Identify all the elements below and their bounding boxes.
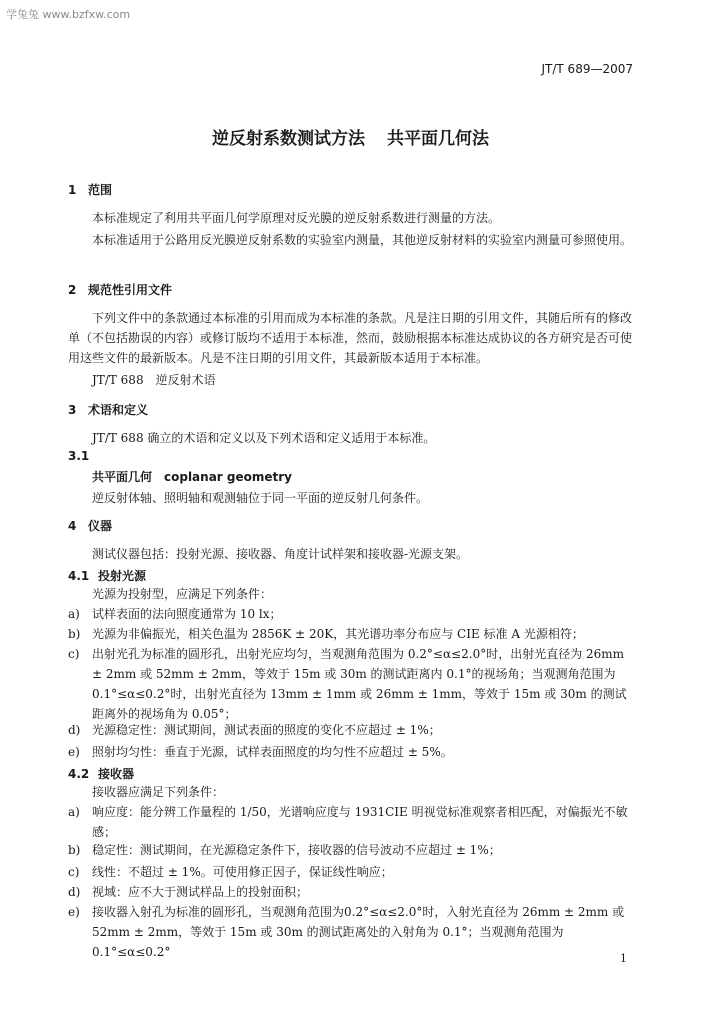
list-label: b)	[68, 627, 81, 641]
list-text: 线性：不超过 ± 1%。可使用修正因子，保证线性响应；	[92, 865, 393, 879]
list-item	[68, 840, 633, 860]
list-text: 出射光孔为标准的圆形孔，出射光应均匀，当观测角范围为 0.2°≤α≤2.0°时，出射光直径为 26mm ± 2mm 或 52mm ± 2mm，等效于 15m 或 30m 的测试距离内 0.1°的视场角；当观测角范围为 0.1°≤α≤0.2°时，出射光直径为 13mm ± 1mm 或 26mm ± 1mm，等效于 15m 或 30m 的测试距离外的视场角为 0.05°；	[92, 647, 627, 721]
list-label: e)	[68, 745, 80, 759]
list-text: 接收器入射孔为标准的圆形孔，当观测角范围为0.2°≤α≤2.0°时，入射光直径为 26mm ± 2mm 或 52mm ± 2mm，等效于 15m 或 30m 的测试距离处的入射角为 0.1°；当观测角范围为 0.1°≤α≤0.2°	[92, 905, 625, 959]
list-item	[68, 720, 633, 740]
subsection-title: 接收器	[98, 767, 135, 781]
section-number: 2	[68, 283, 77, 297]
subsection-4-1-heading	[68, 566, 146, 586]
subsection-title: 投射光源	[98, 569, 147, 583]
list-text: 视域：应不大于测试样品上的投射面积；	[92, 885, 309, 899]
section-1-heading	[68, 180, 112, 200]
title-sub: 共平面几何法	[387, 129, 489, 149]
paragraph: 下列文件中的条款通过本标准的引用而成为本标准的条款。凡是注日期的引用文件，其随后所有的修改单（不包括勘误的内容）或修订版均不适用于本标准，然而，鼓励根据本标准达成协议的各方研究是否可使用这些文件的最新版本。凡是不注日期的引用文件，其最新版本适用于本标准。	[68, 311, 633, 365]
paragraph: 本标准适用于公路用反光膜逆反射系数的实验室内测量，其他逆反射材料的实验室内测量可参照使用。	[92, 233, 633, 247]
standard-number: JT/T 689—2007	[541, 62, 633, 76]
subsection-number: 4.2	[68, 767, 90, 781]
title-main: 逆反射系数测试方法	[212, 129, 365, 149]
section-number: 1	[68, 183, 77, 197]
list-intro: 光源为投射型，应满足下列条件：	[92, 587, 273, 601]
paragraph: JT/T 688 确立的术语和定义以及下列术语和定义适用于本标准。	[92, 431, 436, 445]
section-2-heading	[68, 280, 172, 300]
list-label: d)	[68, 723, 81, 737]
list-item	[68, 604, 633, 624]
list-item	[68, 802, 633, 842]
page-number: 1	[620, 952, 627, 965]
subsection-number: 4.1	[68, 569, 90, 583]
list-text: 光源为非偏振光，相关色温为 2856K ± 20K，其光谱功率分布应与 CIE 标准 A 光源相符；	[92, 627, 584, 641]
list-text: 光源稳定性：测试期间，测试表面的照度的变化不应超过 ± 1%；	[92, 723, 441, 737]
list-item	[68, 644, 633, 724]
paragraph: 测试仪器包括：投射光源、接收器、角度计试样架和接收器-光源支架。	[92, 547, 469, 561]
list-item	[68, 862, 633, 882]
section-title: 范围	[88, 183, 113, 197]
list-text: 试样表面的法向照度通常为 10 lx；	[92, 607, 282, 621]
list-label: d)	[68, 885, 81, 899]
list-label: e)	[68, 905, 80, 919]
list-item	[68, 902, 633, 962]
section-number: 4	[68, 519, 77, 533]
subsection-number: 3.1	[68, 449, 90, 463]
page-title	[0, 124, 701, 149]
term-heading: 共平面几何 coplanar geometry	[92, 470, 292, 484]
list-label: c)	[68, 647, 80, 661]
section-4-heading	[68, 516, 112, 536]
list-item	[68, 882, 633, 902]
list-text: 响应度：能分辨工作量程的 1/50，光谱响应度与 1931CIE 明视觉标准观察者相匹配，对偏振光不敏感；	[92, 805, 628, 839]
list-item	[68, 624, 633, 644]
list-label: a)	[68, 805, 80, 819]
list-label: a)	[68, 607, 80, 621]
paragraph: 本标准规定了利用共平面几何学原理对反光膜的逆反射系数进行测量的方法。	[92, 211, 501, 225]
subsection-4-2-heading	[68, 764, 134, 784]
list-intro: 接收器应满足下列条件：	[92, 785, 225, 799]
list-label: c)	[68, 865, 80, 879]
list-item	[68, 742, 633, 762]
list-label: b)	[68, 843, 81, 857]
watermark: 学兔兔 www.bzfxw.com	[6, 8, 131, 21]
normative-reference: JT/T 688 逆反射术语	[92, 373, 216, 387]
term-definition: 逆反射体轴、照明轴和观测轴位于同一平面的逆反射几何条件。	[92, 491, 429, 505]
list-text: 稳定性：测试期间，在光源稳定条件下，接收器的信号波动不应超过 ± 1%；	[92, 843, 501, 857]
section-title: 规范性引用文件	[88, 283, 173, 297]
section-3-heading	[68, 400, 148, 420]
section-title: 仪器	[88, 519, 113, 533]
list-text: 照射均匀性：垂直于光源，试样表面照度的均匀性不应超过 ± 5%。	[92, 745, 453, 759]
section-number: 3	[68, 403, 77, 417]
section-title: 术语和定义	[88, 403, 149, 417]
